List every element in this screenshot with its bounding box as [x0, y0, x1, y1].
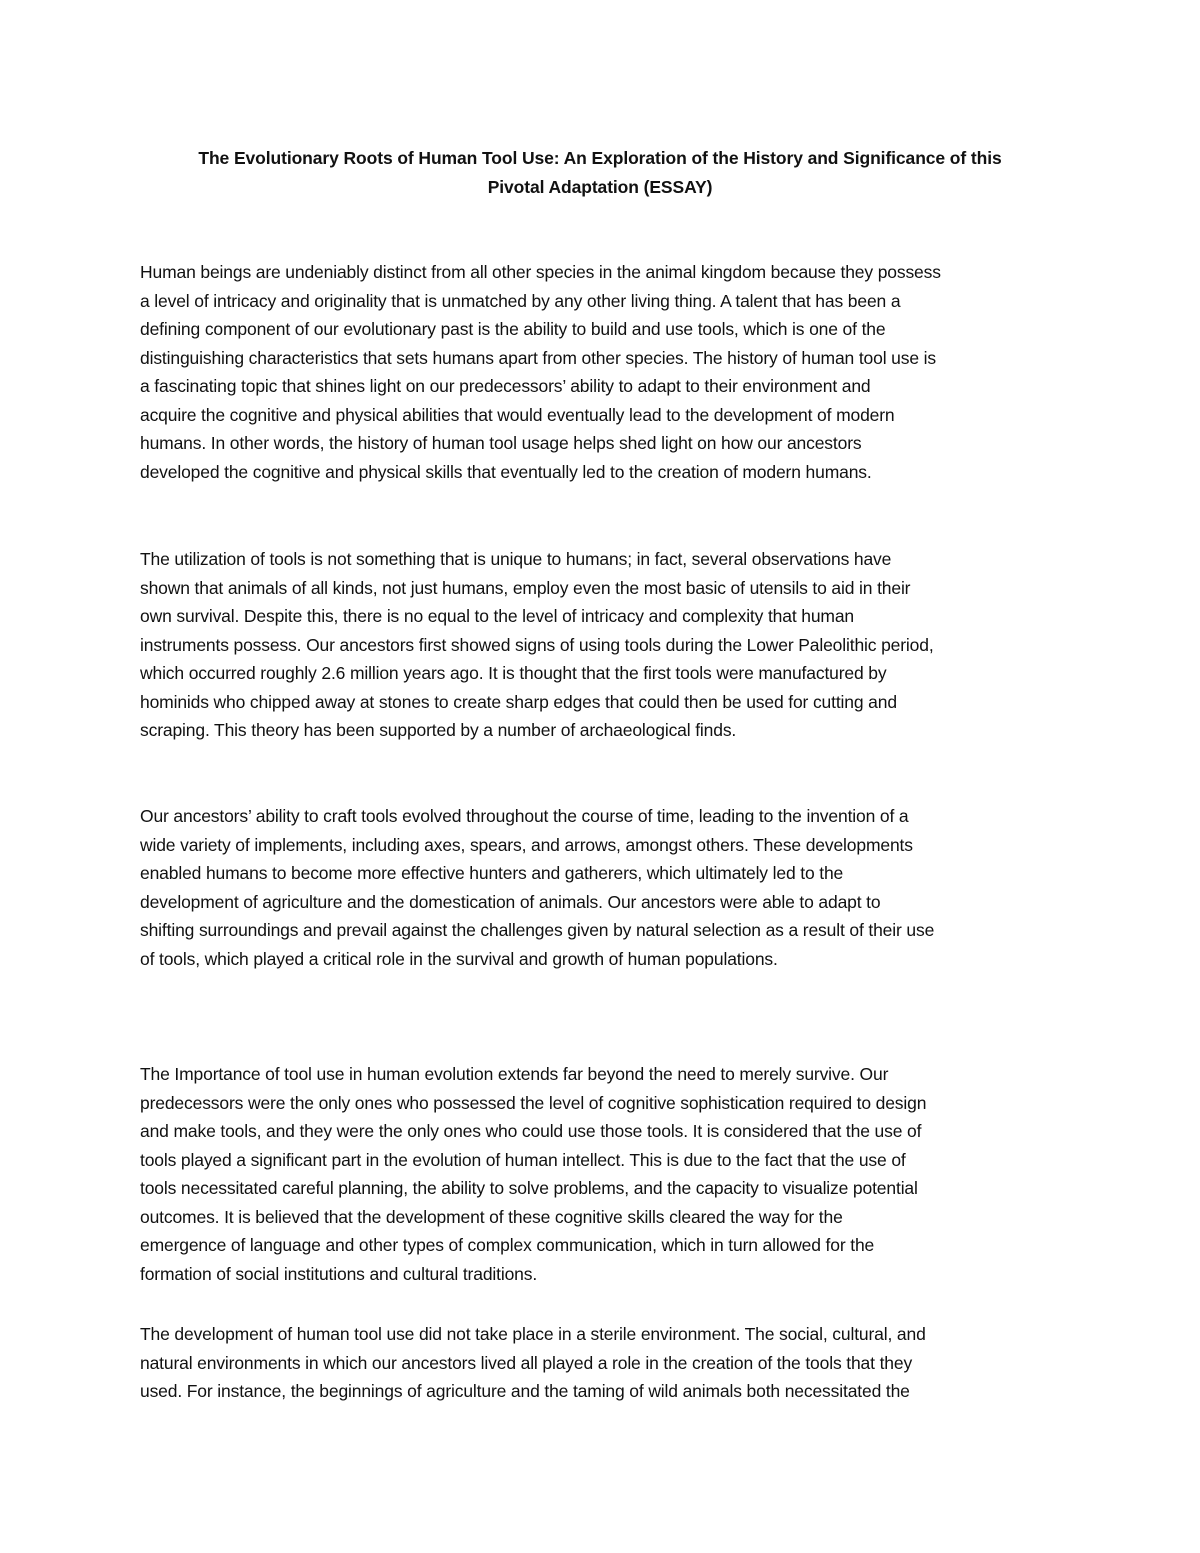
paragraph-line: used. For instance, the beginnings of agriculture and the taming of wild animals both necessitated the: [140, 1381, 910, 1401]
paragraph-line: The Importance of tool use in human evolution extends far beyond the need to merely survive. Our: [140, 1064, 889, 1084]
title-line: The Evolutionary Roots of Human Tool Use: An Exploration of the History and Significance of this: [198, 148, 1002, 168]
paragraph-line: and make tools, and they were the only ones who could use those tools. It is considered that the use of: [140, 1121, 922, 1141]
paragraph-line: Our ancestors’ ability to craft tools evolved throughout the course of time, leading to the invention of a: [140, 806, 909, 826]
paragraph-line: a fascinating topic that shines light on our predecessors’ ability to adapt to their environment and: [140, 376, 871, 396]
paragraph-line: predecessors were the only ones who possessed the level of cognitive sophistication required to design: [140, 1092, 927, 1113]
paragraph-line: emergence of language and other types of complex communication, which in turn allowed for the: [140, 1235, 875, 1255]
paragraph-line: outcomes. It is believed that the development of these cognitive skills cleared the way for the: [140, 1206, 843, 1227]
paragraph-line: of tools, which played a critical role in the survival and growth of human populations.: [140, 948, 778, 969]
paragraph-line: tools played a significant part in the evolution of human intellect. This is due to the fact that the use of: [140, 1149, 906, 1170]
paragraph-line: distinguishing characteristics that sets humans apart from other species. The history of human tool use is: [140, 347, 936, 368]
paragraph-line: shifting surroundings and prevail against the challenges given by natural selection as a result of their use: [140, 920, 935, 940]
paragraph-4: [140, 1060, 1060, 1288]
title-line: Pivotal Adaptation (ESSAY): [487, 177, 713, 197]
paragraph-line: tools necessitated careful planning, the ability to solve problems, and the capacity to visualize potential: [140, 1178, 918, 1198]
paragraph-line: hominids who chipped away at stones to create sharp edges that could then be used for cutting and: [140, 691, 897, 712]
paragraph-line: defining component of our evolutionary past is the ability to build and use tools, which is one of the: [140, 319, 886, 339]
paragraph-line: enabled humans to become more effective hunters and gatherers, which ultimately led to the: [140, 863, 844, 883]
paragraph-line: The utilization of tools is not something that is unique to humans; in fact, several observations have: [140, 549, 892, 569]
paragraph-5: [140, 1320, 1060, 1406]
paragraph-line: developed the cognitive and physical skills that eventually led to the creation of modern humans.: [140, 461, 872, 482]
paragraph-line: instruments possess. Our ancestors first showed signs of using tools during the Lower Paleolithic period,: [140, 634, 934, 655]
document-title: [140, 144, 1060, 202]
paragraph-line: formation of social institutions and cultural traditions.: [140, 1263, 538, 1284]
paragraph-2: [140, 545, 1060, 745]
paragraph-line: which occurred roughly 2.6 million years ago. It is thought that the first tools were manufactured by: [140, 663, 887, 683]
paragraph-3: [140, 802, 1060, 973]
paragraph-line: natural environments in which our ancestors lived all played a role in the creation of the tools that they: [140, 1352, 913, 1373]
paragraph-line: Human beings are undeniably distinct from all other species in the animal kingdom because they possess: [140, 262, 941, 282]
paragraph-line: wide variety of implements, including axes, spears, and arrows, amongst others. These developments: [140, 834, 913, 855]
paragraph-line: development of agriculture and the domestication of animals. Our ancestors were able to adapt to: [140, 891, 881, 912]
paragraph-1: [140, 258, 1060, 486]
paragraph-line: own survival. Despite this, there is no equal to the level of intricacy and complexity that human: [140, 606, 855, 626]
paragraph-line: shown that animals of all kinds, not just humans, employ even the most basic of utensils to aid in their: [140, 577, 911, 598]
paragraph-line: scraping. This theory has been supported by a number of archaeological finds.: [140, 720, 737, 740]
paragraph-line: acquire the cognitive and physical abilities that would eventually lead to the development of modern: [140, 404, 895, 425]
paragraph-line: a level of intricacy and originality that is unmatched by any other living thing. A talent that has been a: [140, 290, 901, 311]
paragraph-line: The development of human tool use did not take place in a sterile environment. The social, cultural, and: [140, 1324, 926, 1344]
paragraph-line: humans. In other words, the history of human tool usage helps shed light on how our ancestors: [140, 433, 862, 453]
